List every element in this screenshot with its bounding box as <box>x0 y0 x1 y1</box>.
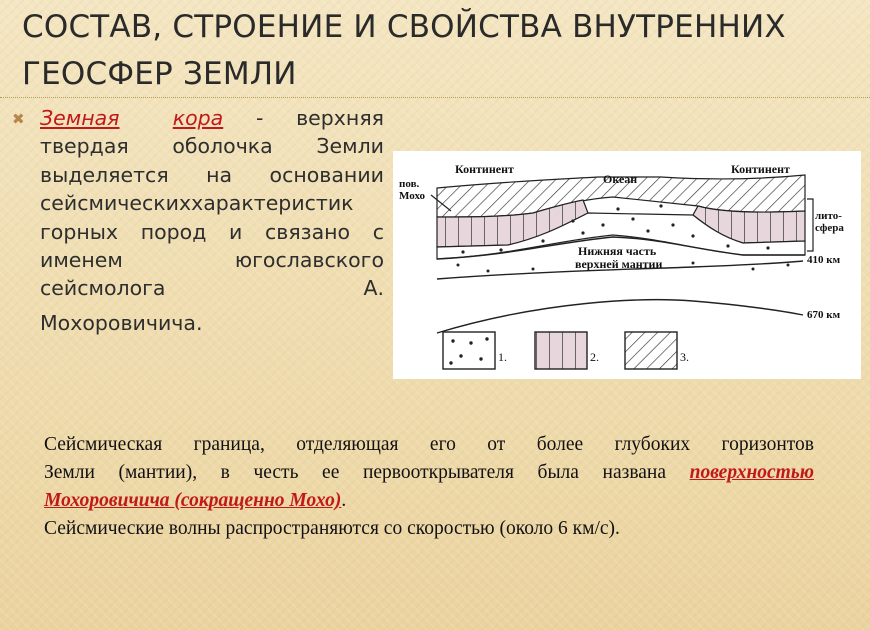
label-litho-1: лито- <box>815 210 842 222</box>
moho-surface-term: поверхностью <box>689 462 814 483</box>
title-line-1: СОСТАВ, СТРОЕНИЕ И СВОЙСТВА ВНУТРЕННИХ <box>22 9 786 45</box>
label-mantle-1: Нижняя часть <box>578 244 657 258</box>
legend-2-label: 2. <box>590 350 599 364</box>
moho-name-term: Мохоровичича (сокращенно Мохо) <box>44 490 342 511</box>
label-670: 670 км <box>807 309 841 321</box>
label-continent-left: Континент <box>455 162 514 176</box>
legend-item-1 <box>443 332 507 369</box>
bottom-line-3 <box>44 487 814 515</box>
label-litho-2: сфера <box>815 222 844 234</box>
bottom-line-2 <box>44 459 814 487</box>
crust-paragraph <box>40 104 384 337</box>
x-bullet-icon: ✖ <box>12 110 25 128</box>
label-moho-2: Мохо <box>399 190 426 202</box>
lithosphere-bracket <box>807 199 813 251</box>
paragraph-body: - верхняя твердая оболочка Земли выделяется на основании сейсмическиххарактеристик горных пород и связано с именем югославского сейсмолога А. <box>40 106 384 301</box>
legend-3-label: 3. <box>680 350 689 364</box>
slide-title <box>22 4 862 98</box>
legend-item-3 <box>625 332 689 369</box>
label-410: 410 км <box>807 254 841 266</box>
term-kora: кора <box>172 106 224 130</box>
label-ocean: Океан <box>603 172 638 186</box>
label-mantle-2: верхней мантии <box>575 257 663 271</box>
bottom-line-1: Сейсмическая граница, отделяющая его от более глубоких горизонтов <box>44 434 814 455</box>
bottom-line-3-end: . <box>341 490 347 511</box>
legend-item-2 <box>535 332 599 369</box>
term-zemnaya: Земная <box>40 106 120 130</box>
boundary-670 <box>437 300 803 333</box>
title-line-2: ГЕОСФЕР ЗЕМЛИ <box>22 56 297 92</box>
earth-structure-diagram <box>393 151 861 379</box>
legend-1-label: 1. <box>498 350 507 364</box>
bottom-line-2-start: Земли (мантии), в честь ее первооткрывателя была названа <box>44 462 690 483</box>
paragraph-last-line: Мохоровичича. <box>40 310 203 335</box>
bottom-line-4: Сейсмические волны распространяются со скоростью (около 6 км/с). <box>44 518 620 539</box>
moho-description <box>44 431 814 543</box>
title-divider <box>0 97 870 98</box>
label-continent-right: Континент <box>731 162 790 176</box>
label-moho-1: пов. <box>399 178 420 190</box>
